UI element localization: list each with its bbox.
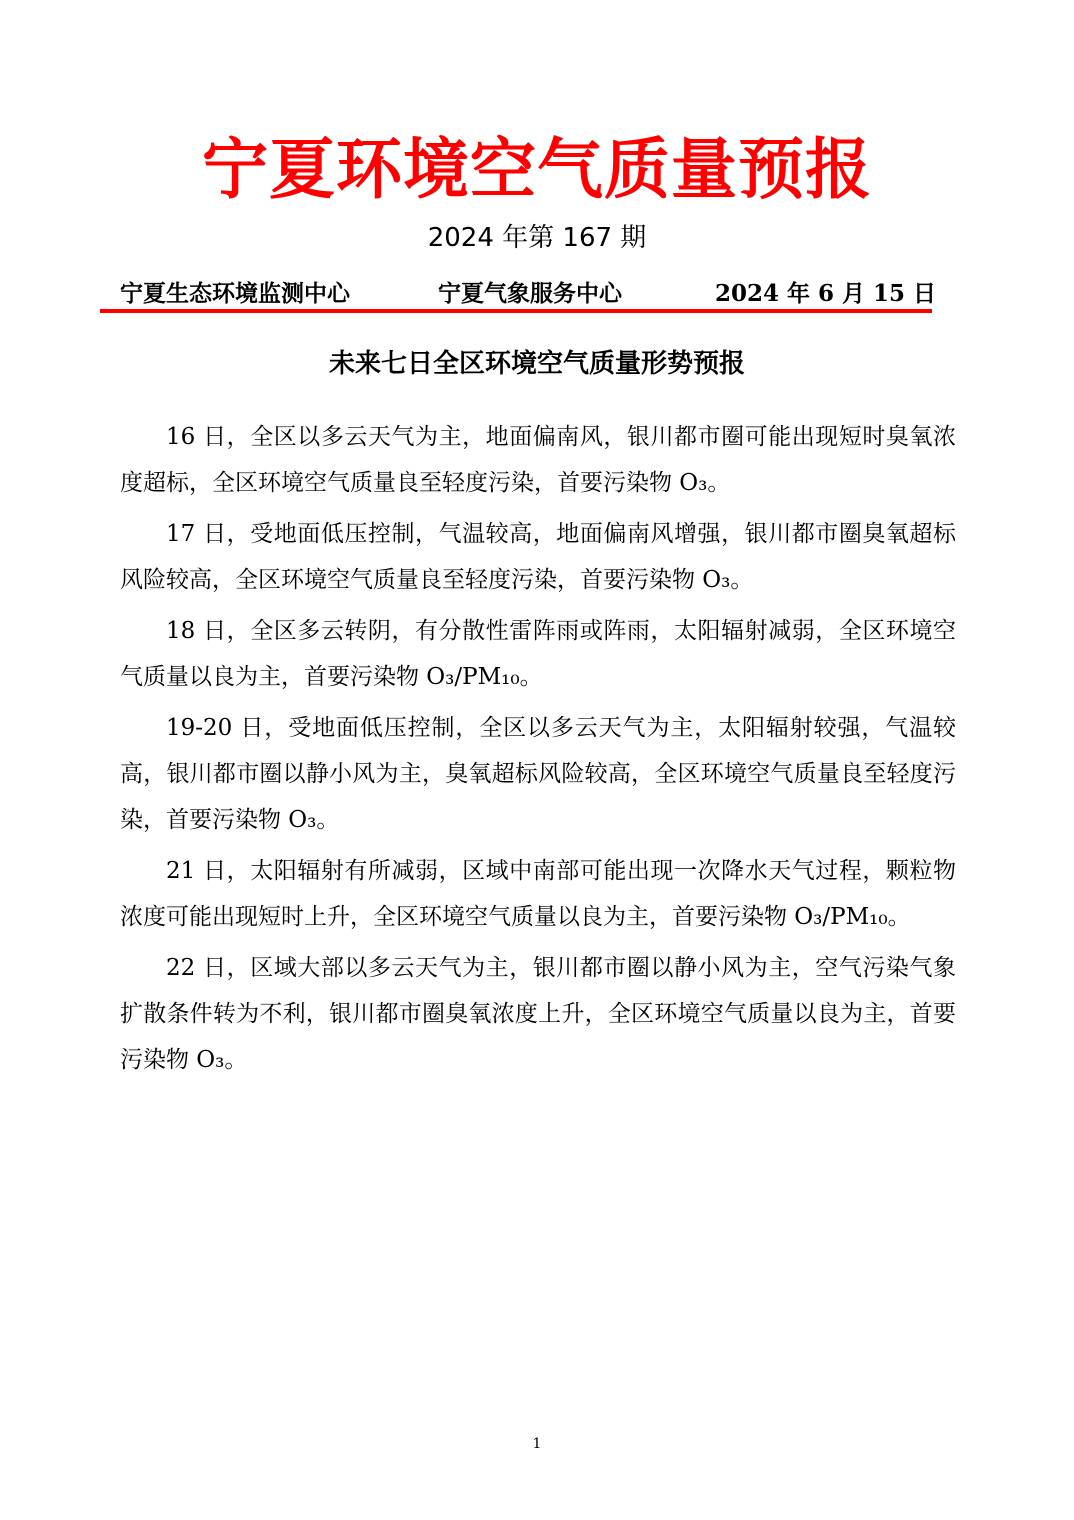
forecast-body bbox=[120, 414, 956, 1088]
forecast-paragraph: 18 日，全区多云转阴，有分散性雷阵雨或阵雨，太阳辐射减弱，全区环境空气质量以良为主，首要污染物 O₃/PM₁₀。 bbox=[120, 618, 956, 690]
forecast-paragraph: 21 日，太阳辐射有所减弱，区域中南部可能出现一次降水天气过程，颗粒物浓度可能出现短时上升，全区环境空气质量以良为主，首要污染物 O₃/PM₁₀。 bbox=[120, 858, 956, 930]
section-title: 未来七日全区环境空气质量形势预报 bbox=[328, 349, 745, 379]
forecast-paragraph: 22 日，区域大部以多云天气为主，银川都市圈以静小风为主，空气污染气象扩散条件转为不利，银川都市圈臭氧浓度上升，全区环境空气质量以良为主，首要污染物 O₃。 bbox=[120, 955, 956, 1073]
issuer-monitoring-center: 宁夏生态环境监测中心 bbox=[120, 280, 350, 307]
header-divider bbox=[100, 309, 932, 313]
issuer-meteorological-center: 宁夏气象服务中心 bbox=[438, 280, 622, 307]
document-title: 宁夏环境空气质量预报 bbox=[202, 131, 872, 208]
forecast-paragraph: 17 日，受地面低压控制，气温较高，地面偏南风增强，银川都市圈臭氧超标风险较高，全区环境空气质量良至轻度污染，首要污染物 O₃。 bbox=[120, 521, 956, 593]
issue-number: 2024 年第 167 期 bbox=[427, 223, 647, 253]
forecast-paragraph: 19-20 日，受地面低压控制，全区以多云天气为主，太阳辐射较强，气温较高，银川都市圈以静小风为主，臭氧超标风险较高，全区环境空气质量良至轻度污染，首要污染物 O₃。 bbox=[120, 715, 956, 833]
issue-date: 2024 年 6 月 15 日 bbox=[714, 280, 936, 307]
issuer-line bbox=[120, 276, 936, 312]
page-number: 1 bbox=[532, 1436, 542, 1452]
forecast-paragraph: 16 日，全区以多云天气为主，地面偏南风，银川都市圈可能出现短时臭氧浓度超标，全区环境空气质量良至轻度污染，首要污染物 O₃。 bbox=[120, 424, 956, 496]
